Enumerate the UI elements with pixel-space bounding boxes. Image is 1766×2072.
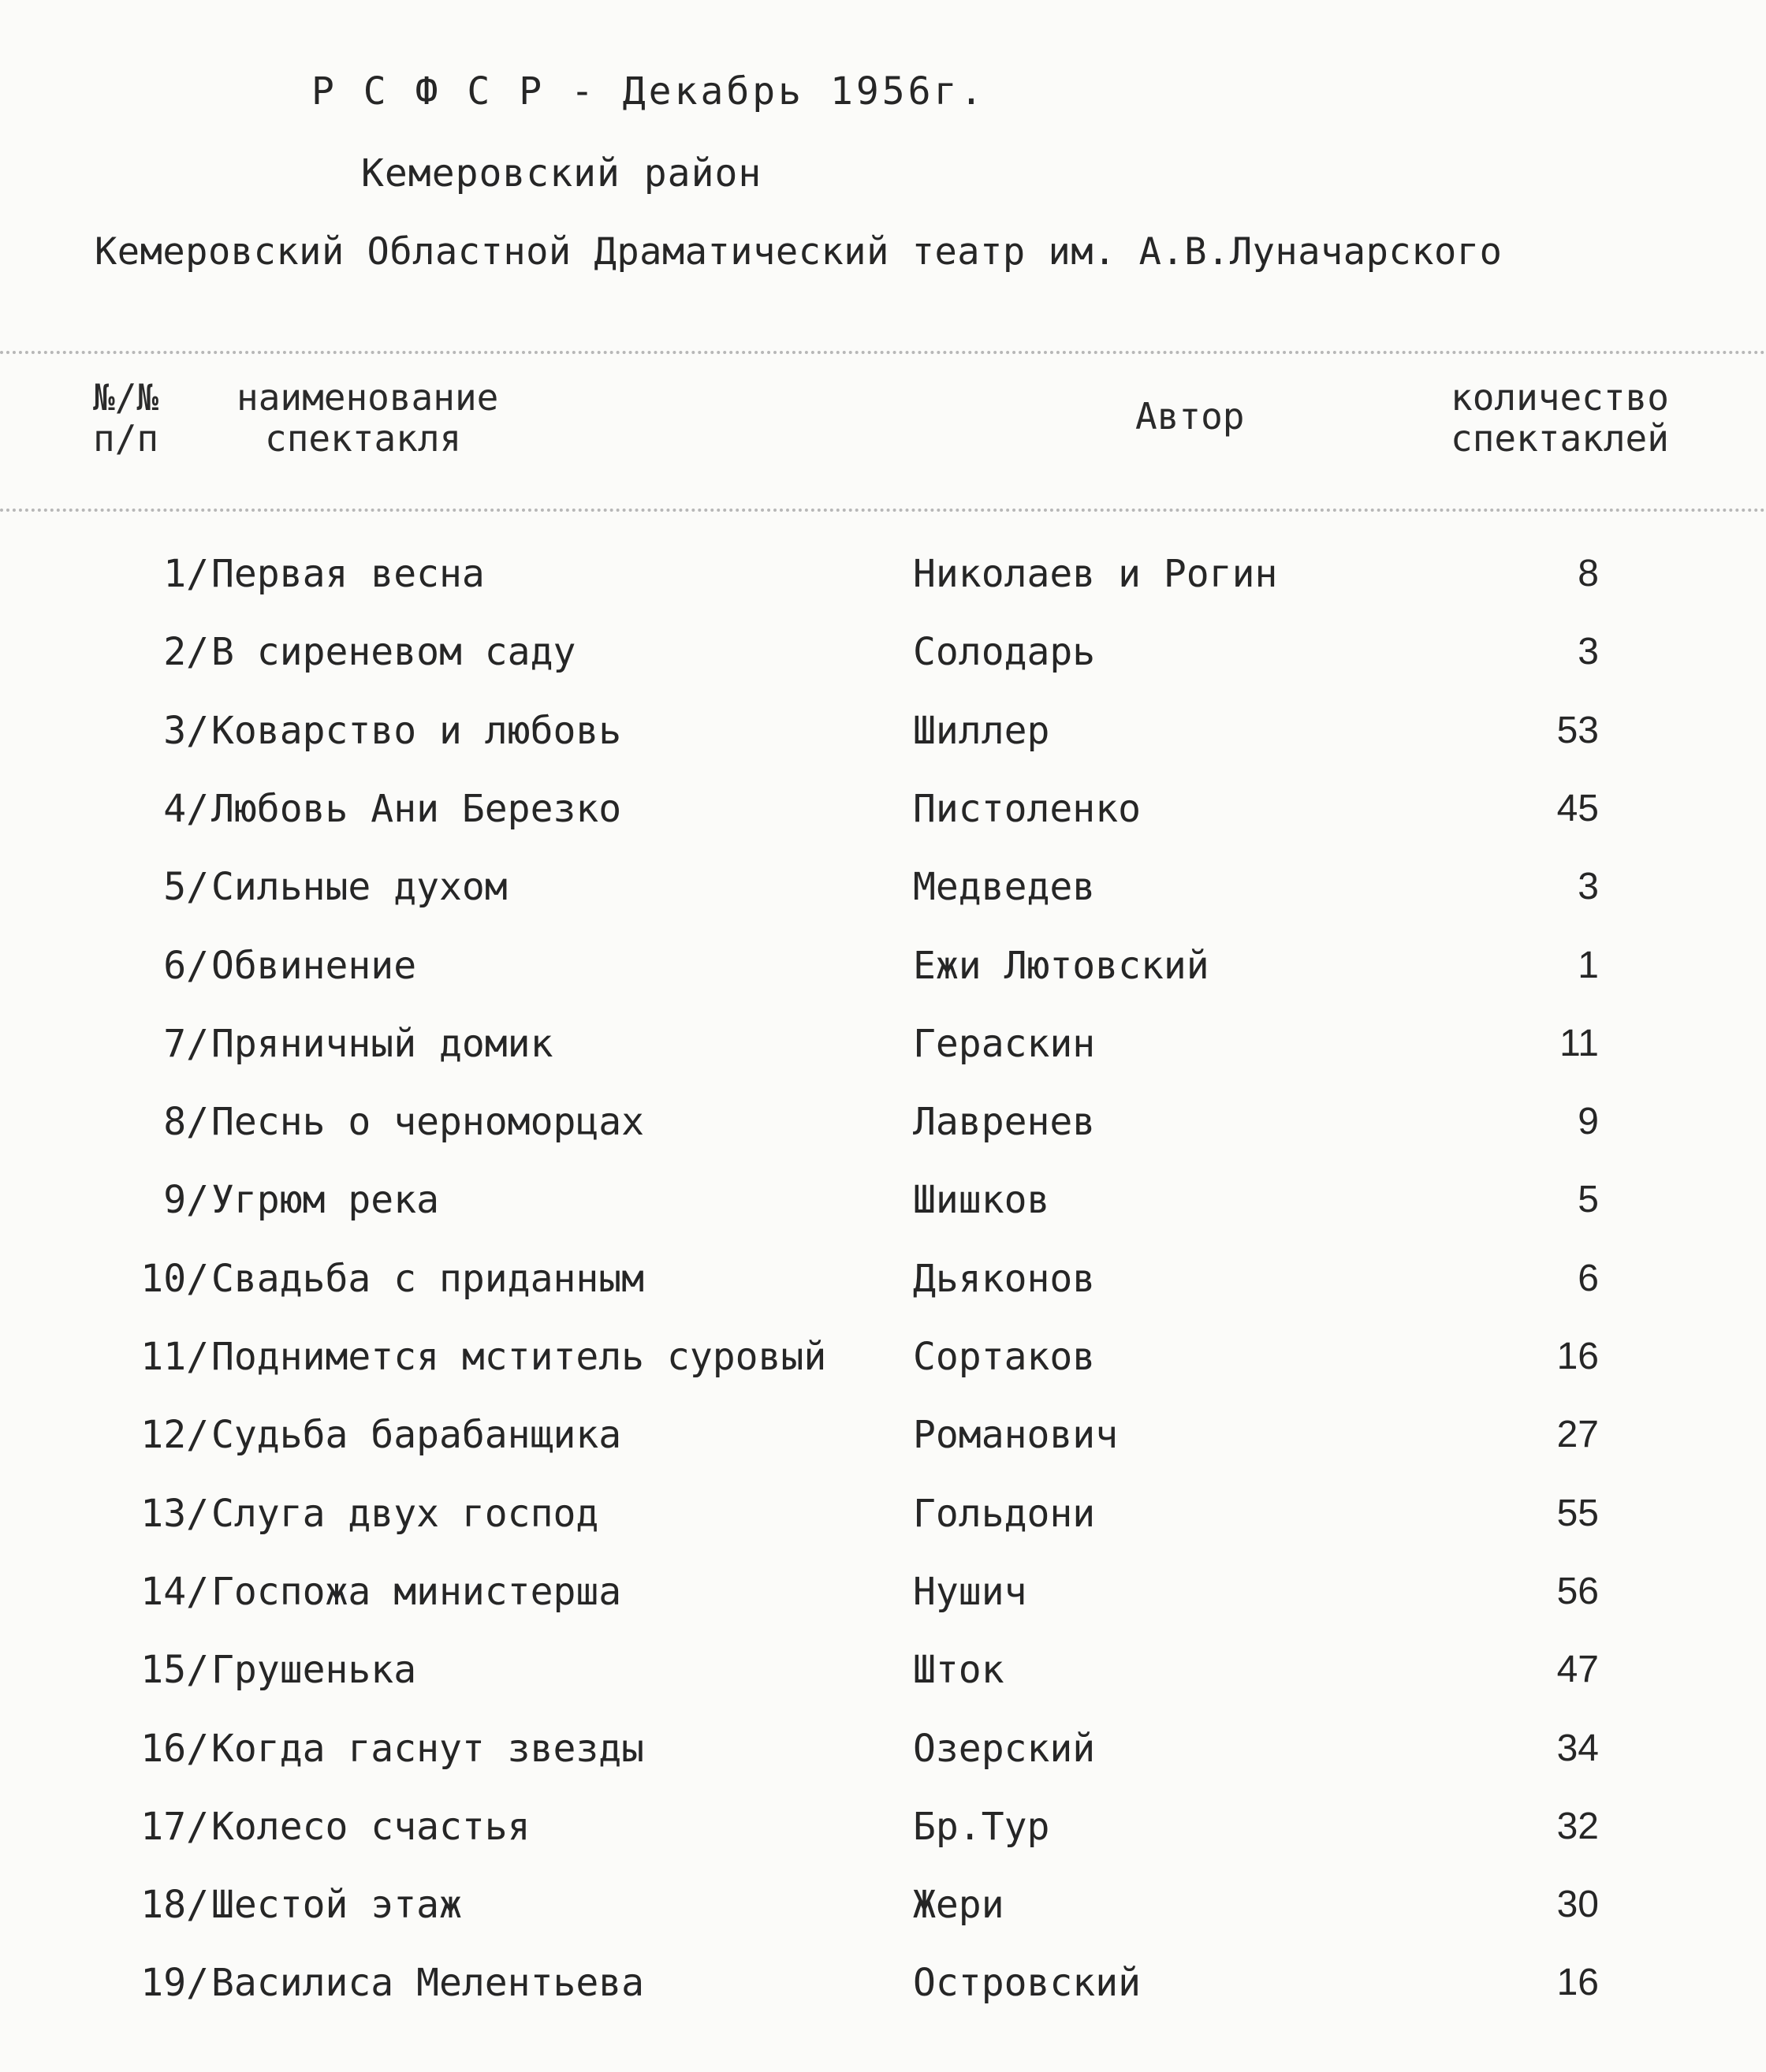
district-heading: Кемеровский район bbox=[361, 151, 762, 196]
performance-count: 8 bbox=[1578, 553, 1599, 594]
table-row bbox=[0, 942, 1766, 989]
performance-author: Ежи Лютовский bbox=[913, 944, 1209, 988]
performance-count: 3 bbox=[1578, 866, 1599, 907]
performance-author: Шиллер bbox=[913, 709, 1050, 753]
table-row bbox=[0, 1020, 1766, 1068]
row-number: 17/ bbox=[140, 1805, 209, 1849]
performance-title: Песнь о черноморцах bbox=[211, 1100, 645, 1144]
performance-count: 45 bbox=[1556, 788, 1599, 829]
column-header-number-line-2: п/п bbox=[93, 417, 159, 460]
table-row bbox=[0, 1568, 1766, 1615]
row-number: 15/ bbox=[140, 1648, 209, 1692]
table-row bbox=[0, 628, 1766, 676]
performance-author: Медведев bbox=[913, 865, 1096, 909]
table-row bbox=[0, 1646, 1766, 1694]
performance-author: Пистоленко bbox=[913, 787, 1141, 831]
performance-count: 11 bbox=[1559, 1023, 1599, 1064]
performance-count: 34 bbox=[1556, 1727, 1599, 1769]
column-header-count bbox=[1451, 377, 1669, 459]
performance-author: Островский bbox=[913, 1961, 1141, 2005]
row-number: 1/ bbox=[163, 552, 209, 596]
performance-title: Госпожа министерша bbox=[211, 1570, 622, 1614]
performance-author: Романович bbox=[913, 1413, 1119, 1457]
table-row bbox=[0, 1176, 1766, 1224]
column-header-number bbox=[93, 377, 158, 459]
performance-title: Любовь Ани Березко bbox=[211, 787, 622, 831]
table-row bbox=[0, 1725, 1766, 1772]
performance-count: 56 bbox=[1556, 1571, 1599, 1612]
row-number: 5/ bbox=[163, 865, 209, 909]
performance-author: Лавренев bbox=[913, 1100, 1096, 1144]
performance-count: 3 bbox=[1578, 631, 1599, 673]
performance-author: Гольдони bbox=[913, 1492, 1096, 1536]
performance-author: Бр.Тур bbox=[913, 1805, 1050, 1849]
performance-author: Николаев и Рогин bbox=[913, 552, 1278, 596]
row-number: 11/ bbox=[140, 1335, 209, 1379]
performance-title: Шестой этаж bbox=[211, 1883, 462, 1927]
table-header-top-rule bbox=[0, 351, 1766, 354]
table-row bbox=[0, 1803, 1766, 1850]
row-number: 2/ bbox=[163, 630, 209, 674]
performance-title: Угрюм река bbox=[211, 1178, 439, 1222]
performance-count: 27 bbox=[1556, 1414, 1599, 1455]
performance-author: Дьяконов bbox=[913, 1257, 1096, 1301]
column-header-title-line-2: спектакля bbox=[265, 417, 462, 460]
performance-count: 53 bbox=[1556, 710, 1599, 751]
table-row bbox=[0, 863, 1766, 911]
row-number: 9/ bbox=[163, 1178, 209, 1222]
row-number: 3/ bbox=[163, 709, 209, 753]
performance-title: Обвинение bbox=[211, 944, 417, 988]
performance-count: 6 bbox=[1578, 1258, 1599, 1299]
performance-title: Свадьба с приданным bbox=[211, 1257, 645, 1301]
row-number: 8/ bbox=[163, 1100, 209, 1144]
row-number: 12/ bbox=[140, 1413, 209, 1457]
performance-title: Коварство и любовь bbox=[211, 709, 622, 753]
column-header-number-line-1: №/№ bbox=[93, 376, 159, 419]
performance-author: Солодарь bbox=[913, 630, 1096, 674]
table-row bbox=[0, 1959, 1766, 2007]
column-header-count-line-1: количество bbox=[1451, 376, 1669, 419]
table-row bbox=[0, 1098, 1766, 1146]
performance-count: 30 bbox=[1556, 1884, 1599, 1925]
row-number: 16/ bbox=[140, 1727, 209, 1771]
performance-count: 9 bbox=[1578, 1101, 1599, 1142]
performance-title: Василиса Мелентьева bbox=[211, 1961, 645, 2005]
row-number: 18/ bbox=[140, 1883, 209, 1927]
table-row bbox=[0, 1333, 1766, 1381]
performance-title: Грушенька bbox=[211, 1648, 417, 1692]
row-number: 14/ bbox=[140, 1570, 209, 1614]
performance-author: Жери bbox=[913, 1883, 1004, 1927]
row-number: 4/ bbox=[163, 787, 209, 831]
performance-title: Пряничный домик bbox=[211, 1022, 553, 1066]
column-header-count-line-2: спектаклей bbox=[1451, 417, 1669, 460]
row-number: 10/ bbox=[140, 1257, 209, 1301]
performance-author: Сортаков bbox=[913, 1335, 1096, 1379]
row-number: 19/ bbox=[140, 1961, 209, 2005]
performance-author: Озерский bbox=[913, 1727, 1096, 1771]
row-number: 13/ bbox=[140, 1492, 209, 1536]
document-title: Р С Ф С Р - Декабрь 1956г. bbox=[311, 69, 986, 114]
performance-author: Шишков bbox=[913, 1178, 1050, 1222]
table-row bbox=[0, 1490, 1766, 1537]
performance-count: 16 bbox=[1556, 1336, 1599, 1377]
performance-title: Сильные духом bbox=[211, 865, 508, 909]
performance-title: Когда гаснут звезды bbox=[211, 1727, 645, 1771]
performance-count: 16 bbox=[1556, 1962, 1599, 2003]
performance-title: Первая весна bbox=[211, 552, 485, 596]
table-header-bottom-rule bbox=[0, 509, 1766, 512]
row-number: 7/ bbox=[163, 1022, 209, 1066]
performance-count: 32 bbox=[1556, 1806, 1599, 1847]
table-row bbox=[0, 1881, 1766, 1929]
table-row bbox=[0, 785, 1766, 833]
column-header-author: Автор bbox=[1135, 395, 1245, 438]
performance-title: Поднимется мститель суровый bbox=[211, 1335, 827, 1379]
performance-author: Шток bbox=[913, 1648, 1004, 1692]
row-number: 6/ bbox=[163, 944, 209, 988]
performance-count: 55 bbox=[1556, 1493, 1599, 1534]
performance-author: Нушич bbox=[913, 1570, 1027, 1614]
table-row bbox=[0, 550, 1766, 598]
theater-heading: Кемеровский Областной Драматический театр им. А.В.Луначарского bbox=[95, 230, 1503, 274]
column-header-title bbox=[237, 377, 498, 459]
performance-author: Гераскин bbox=[913, 1022, 1096, 1066]
table-row bbox=[0, 1255, 1766, 1302]
table-row bbox=[0, 707, 1766, 755]
table-row bbox=[0, 1411, 1766, 1459]
column-header-title-line-1: наименование bbox=[237, 376, 499, 419]
performance-title: В сиреневом саду bbox=[211, 630, 576, 674]
performance-title: Слуга двух господ bbox=[211, 1492, 599, 1536]
performance-title: Судьба барабанщика bbox=[211, 1413, 622, 1457]
performance-count: 5 bbox=[1578, 1179, 1599, 1220]
performance-count: 1 bbox=[1578, 945, 1599, 986]
performance-count: 47 bbox=[1556, 1649, 1599, 1690]
performance-title: Колесо счастья bbox=[211, 1805, 531, 1849]
